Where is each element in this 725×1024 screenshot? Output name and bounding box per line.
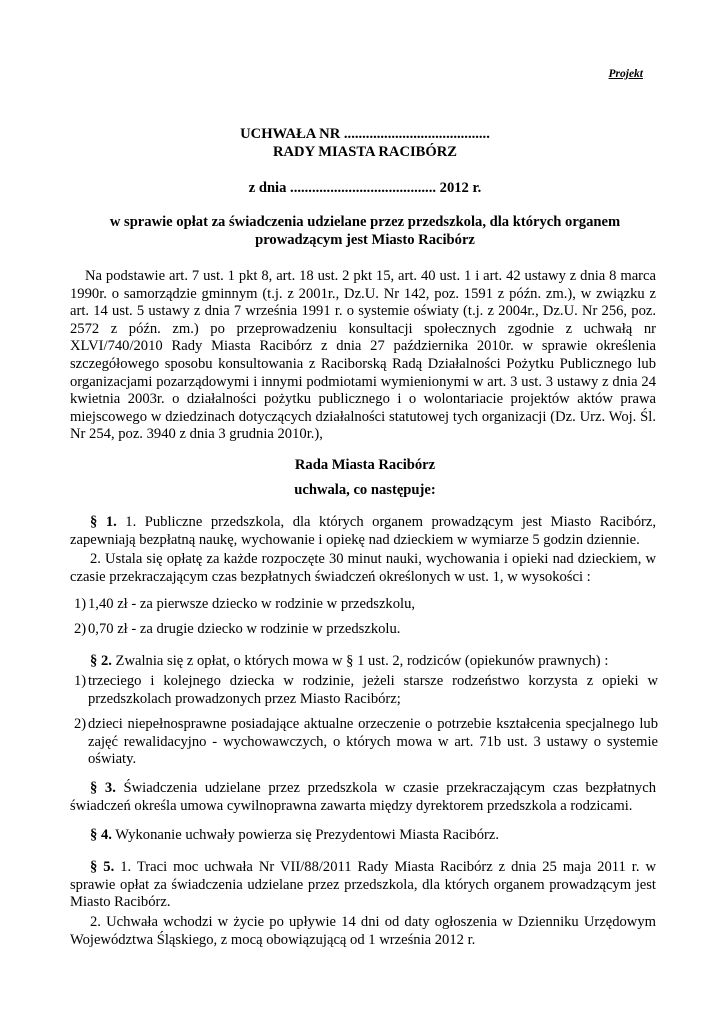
list-item-text: 0,70 zł - za drugie dziecko w rodzinie w przedszkolu. xyxy=(88,621,401,637)
resolution-subject: w sprawie opłat za świadczenia udzielane przez przedszkola, dla których organem prowadzącym jest Miasto Racibórz xyxy=(109,214,621,248)
section-5-text: 1. Traci moc uchwała Nr VII/88/2011 Rady Miasta Racibórz z dnia 25 maja 2011 r. w sprawie opłat za świadczenia udzielane przez przedszkola, dla których organem prowadzącym jest Miasto Racibórz. xyxy=(70,859,657,911)
section-3 xyxy=(70,780,656,815)
list-item-text: 1,40 zł - za pierwsze dziecko w rodzinie w przedszkolu, xyxy=(88,596,416,612)
resolution-date: z dnia ........................................ 2012 r. xyxy=(248,180,482,196)
section-2-mark: § 2. xyxy=(90,653,112,669)
list-item-text: dzieci niepełnosprawne posiadające aktualne orzeczenie o potrzebie kształcenia specjalnego lub zajęć rewalidacyjno - wychowawczych, o których mowa w art. 71b ust. 3 ustawy o systemie oświaty. xyxy=(88,716,658,768)
resolves-heading: uchwala, co następuje: xyxy=(294,482,436,498)
council-name: RADY MIASTA RACIBÓRZ xyxy=(272,144,458,160)
section-1-paragraph-1 xyxy=(70,514,656,549)
council-heading: Rada Miasta Racibórz xyxy=(294,457,436,473)
section-3-text: Świadczenia udzielane przez przedszkola w czasie przekraczającym czas bezpłatnych świadczeń określa umowa cywilnoprawna zawarta między dyrektorem przedszkola a rodzicami. xyxy=(70,780,656,814)
resolution-number: UCHWAŁA NR ........................................ xyxy=(240,126,490,142)
list-item-number: 1) xyxy=(74,673,87,689)
section-5-paragraph-2: 2. Uchwała wchodzi w życie po upływie 14 dni od daty ogłoszenia w Dzienniku Urzędowym Województwa Śląskiego, z mocą obowiązującą od 1 września 2012 r. xyxy=(70,914,656,948)
preamble: Na podstawie art. 7 ust. 1 pkt 8, art. 18 ust. 2 pkt 15, art. 40 ust. 1 i art. 42 ustawy z dnia 8 marca 1990r. o samorządzie gminnym (t.j. z 2001r., Dz.U. Nr 142, poz. 1591 z późn. zm.), w związku z art. 14 ust. 5 ustawy z dnia 7 września 1991 r. o systemie oświaty (t.j. z 2004r., Dz.U. Nr 256, poz. 2572 z późn. zm.) po przeprowadzeniu konsultacji społecznych zgodnie z uchwałą nr XLVI/740/2010 Rady Miasta Racibórz z dnia 27 października 2010r. w sprawie określenia szczegółowego sposobu konsultowania z Raciborską Radą Działalności Pożytku Publicznego lub organizacjami pozarządowymi i innymi podmiotami wymienionymi w art. 3 ust. 3 ustawy z dnia 24 kwietnia 2003r. o działalności pożytku publicznego i o wolontariacie projektów aktów prawa miejscowego w dziedzinach dotyczących działalności statutowej tych organizacji (Dz. Urz. Woj. Śl. Nr 254, poz. 3940 z dnia 3 grudnia 2010r.), xyxy=(70,268,656,443)
list-item xyxy=(74,673,658,708)
list-item-number: 2) xyxy=(74,621,87,637)
section-1-paragraph-2: 2. Ustala się opłatę za każde rozpoczęte 30 minut nauki, wychowania i opieki nad dzieckiem, w czasie przekraczającym czas bezpłatnych świadczeń określonych w ust. 1, w wysokości : xyxy=(70,551,656,585)
list-item xyxy=(74,621,658,639)
section-4-text: Wykonanie uchwały powierza się Prezydentowi Miasta Racibórz. xyxy=(115,827,499,843)
section-2 xyxy=(70,653,656,671)
section-5-paragraph-1 xyxy=(70,859,656,912)
section-3-mark: § 3. xyxy=(90,780,116,796)
section-4-mark: § 4. xyxy=(90,827,112,843)
section-1-text: 1. Publiczne przedszkola, dla których organem prowadzącym jest Miasto Racibórz, zapewniają bezpłatną naukę, wychowanie i opiekę nad dzieckiem w wymiarze 5 godzin dziennie. xyxy=(70,514,656,548)
list-item-number: 2) xyxy=(74,716,87,732)
section-5-mark: § 5. xyxy=(90,859,115,875)
section-4 xyxy=(70,827,656,845)
section-1-mark: § 1. xyxy=(90,514,117,530)
list-item-number: 1) xyxy=(74,596,87,612)
list-item xyxy=(74,596,658,614)
list-item-text: trzeciego i kolejnego dziecka w rodzinie, jeżeli starsze rodzeństwo korzysta z opieki w przedszkolach prowadzonych przez Miasto Racibórz; xyxy=(88,673,658,707)
list-item xyxy=(74,716,658,769)
section-2-text: Zwalnia się z opłat, o których mowa w § 1 ust. 2, rodziców (opiekunów prawnych) : xyxy=(115,653,609,669)
draft-label: Projekt xyxy=(608,68,643,80)
